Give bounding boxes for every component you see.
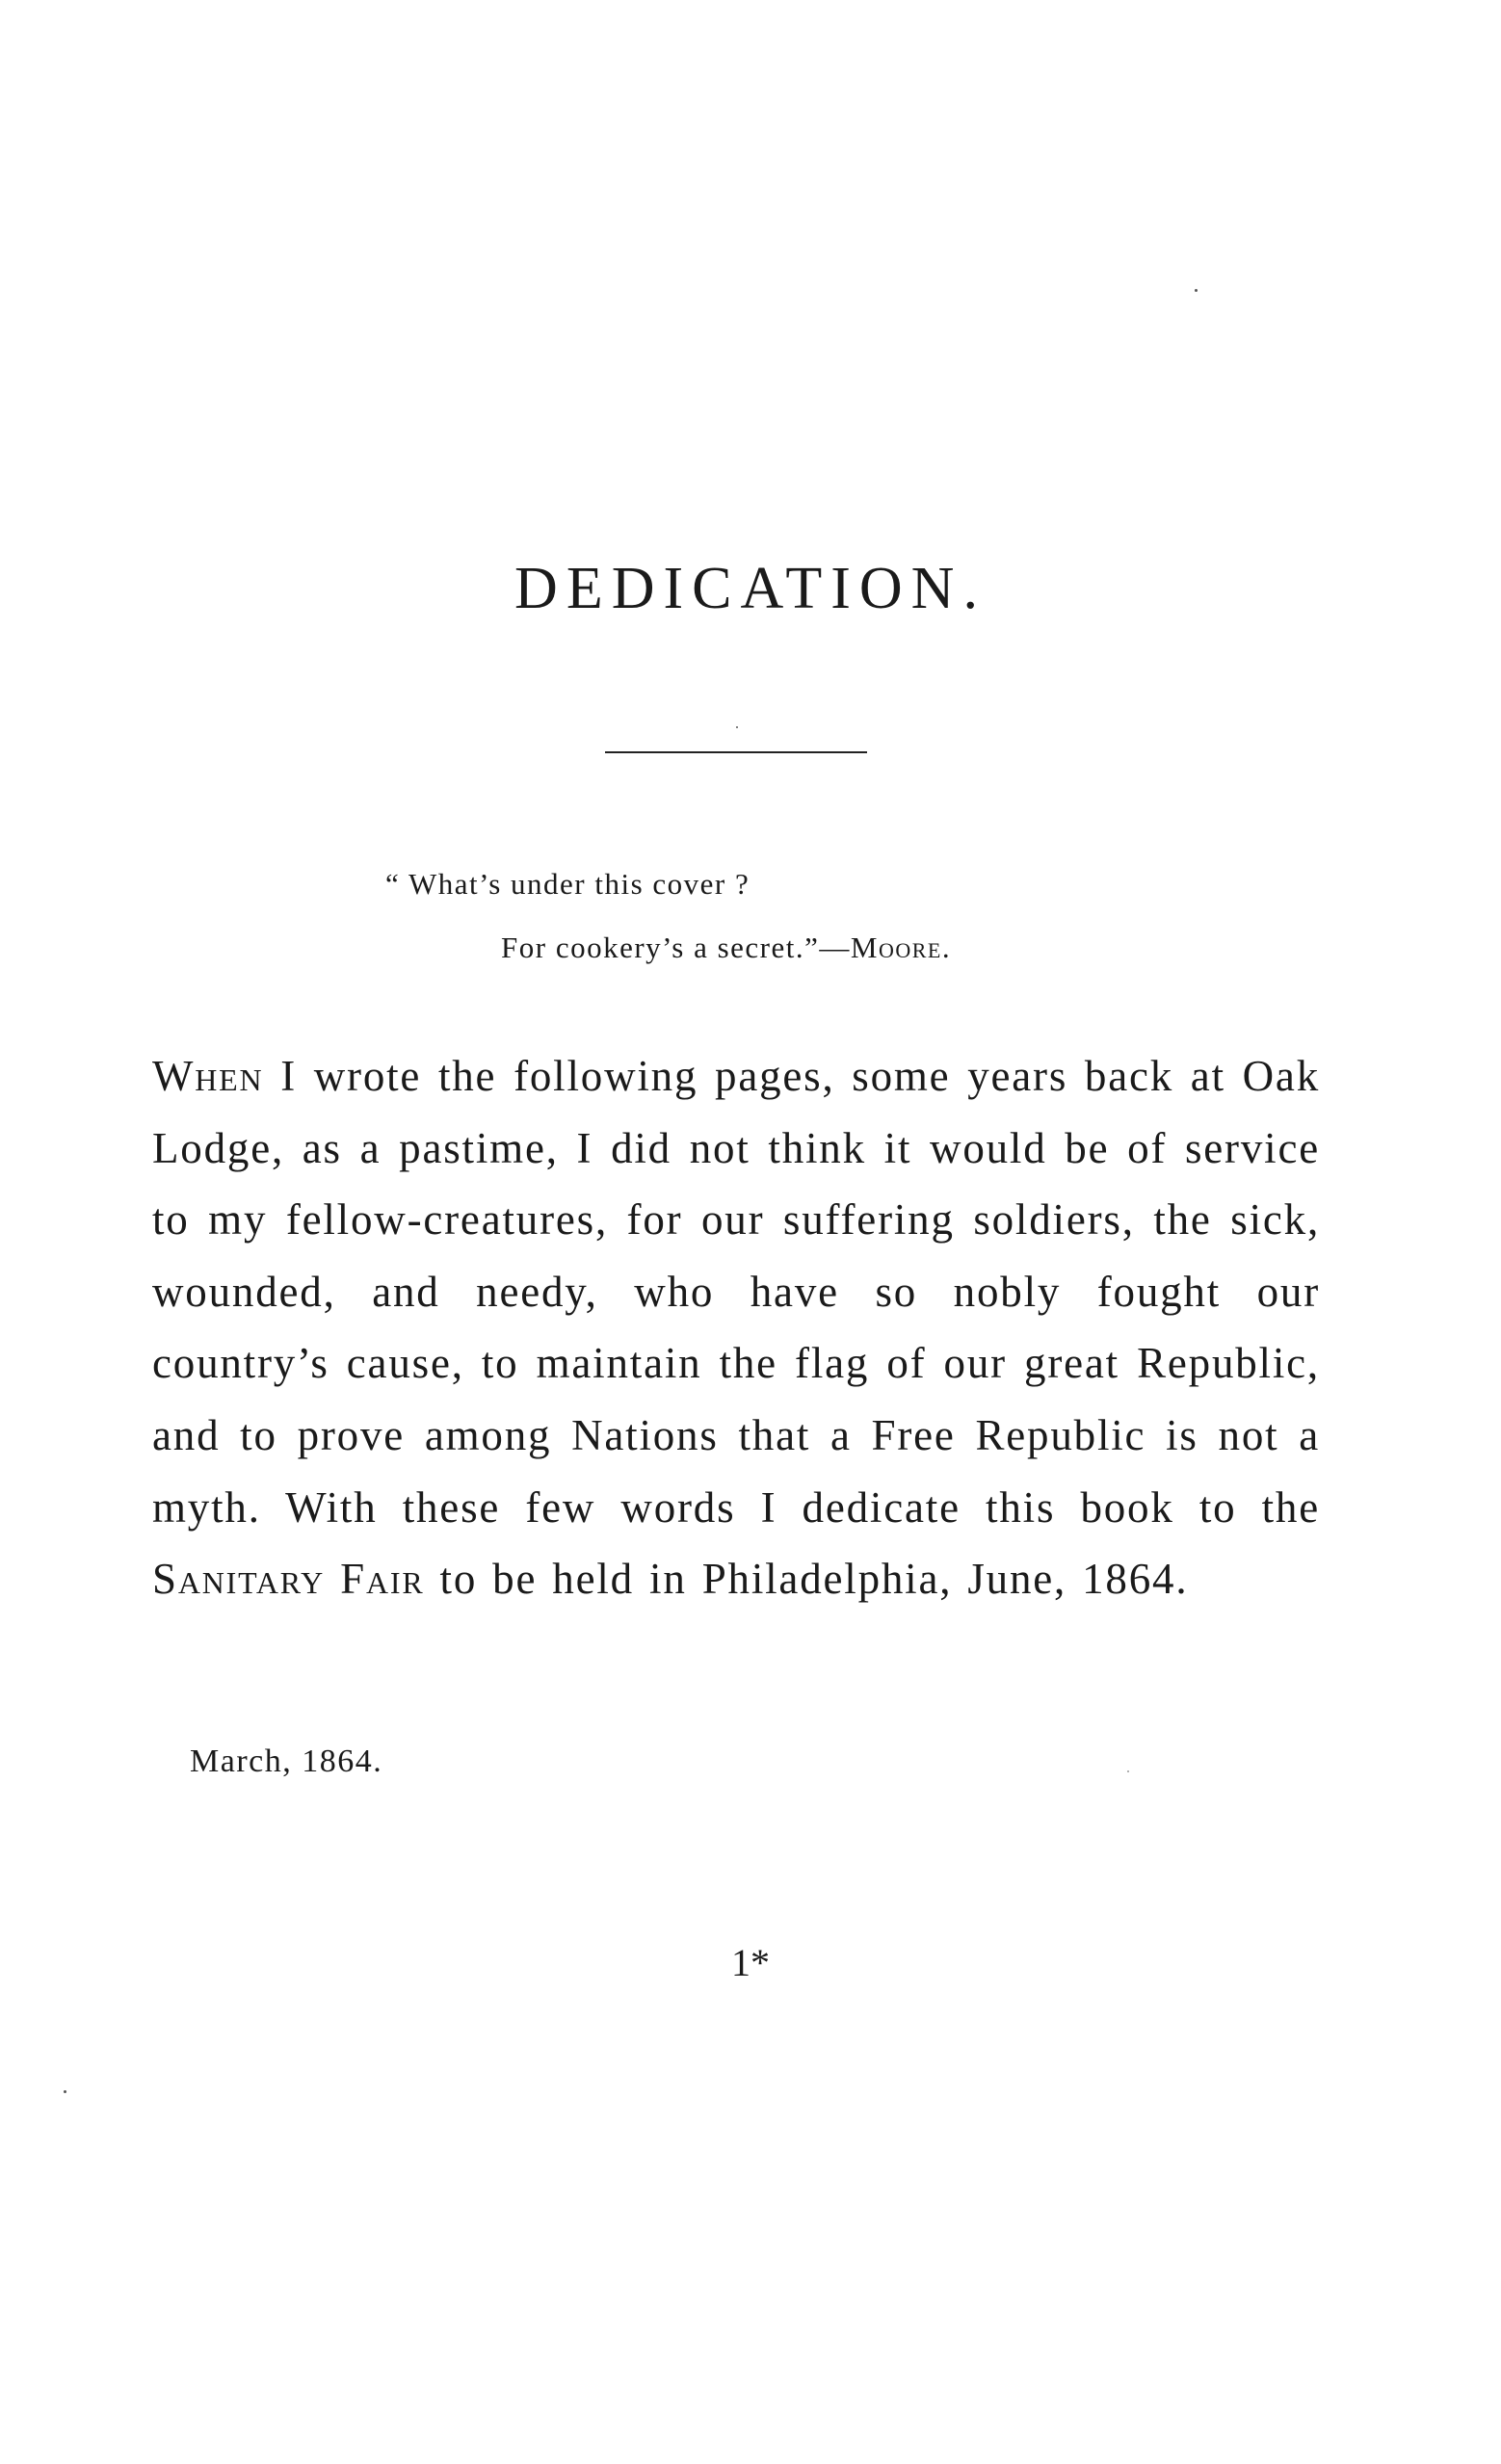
epigraph-author: Moore. [850, 931, 952, 964]
epigraph-line-2 [501, 932, 951, 962]
dedication-date: March, 1864. [190, 1743, 383, 1779]
sanitary-fair-name: Sanitary Fair [152, 1555, 425, 1604]
dedication-paragraph [152, 1040, 1320, 1615]
speck-mark [64, 2090, 66, 2093]
epigraph-line-1: “ What’s under this cover ? [385, 867, 750, 901]
title-rule [605, 751, 867, 753]
signature-mark: 1* [731, 1941, 770, 1984]
speck-mark [1195, 289, 1198, 292]
lead-word: When [152, 1052, 264, 1100]
paragraph-text-1: I wrote the following pages, some years back at Oak Lodge, as a pastime, I did not think it would be of service to my fellow-creatures, for our suffering soldiers, the sick, wounded, and needy, who have so nobly fought our country’s cause, to maintain the flag of our great Republic, and to prove among Nations that a Free Republic is not a myth. With these few words I dedicate this book to the [152, 1052, 1320, 1532]
paragraph-text-2: to be held in Philadelphia, June, 1864. [424, 1555, 1189, 1604]
epigraph-quote: For cookery’s a secret.”— [501, 931, 851, 964]
dedication-title: DEDICATION. [514, 556, 987, 621]
speck-mark [736, 726, 738, 728]
speck-mark [1127, 1770, 1129, 1772]
